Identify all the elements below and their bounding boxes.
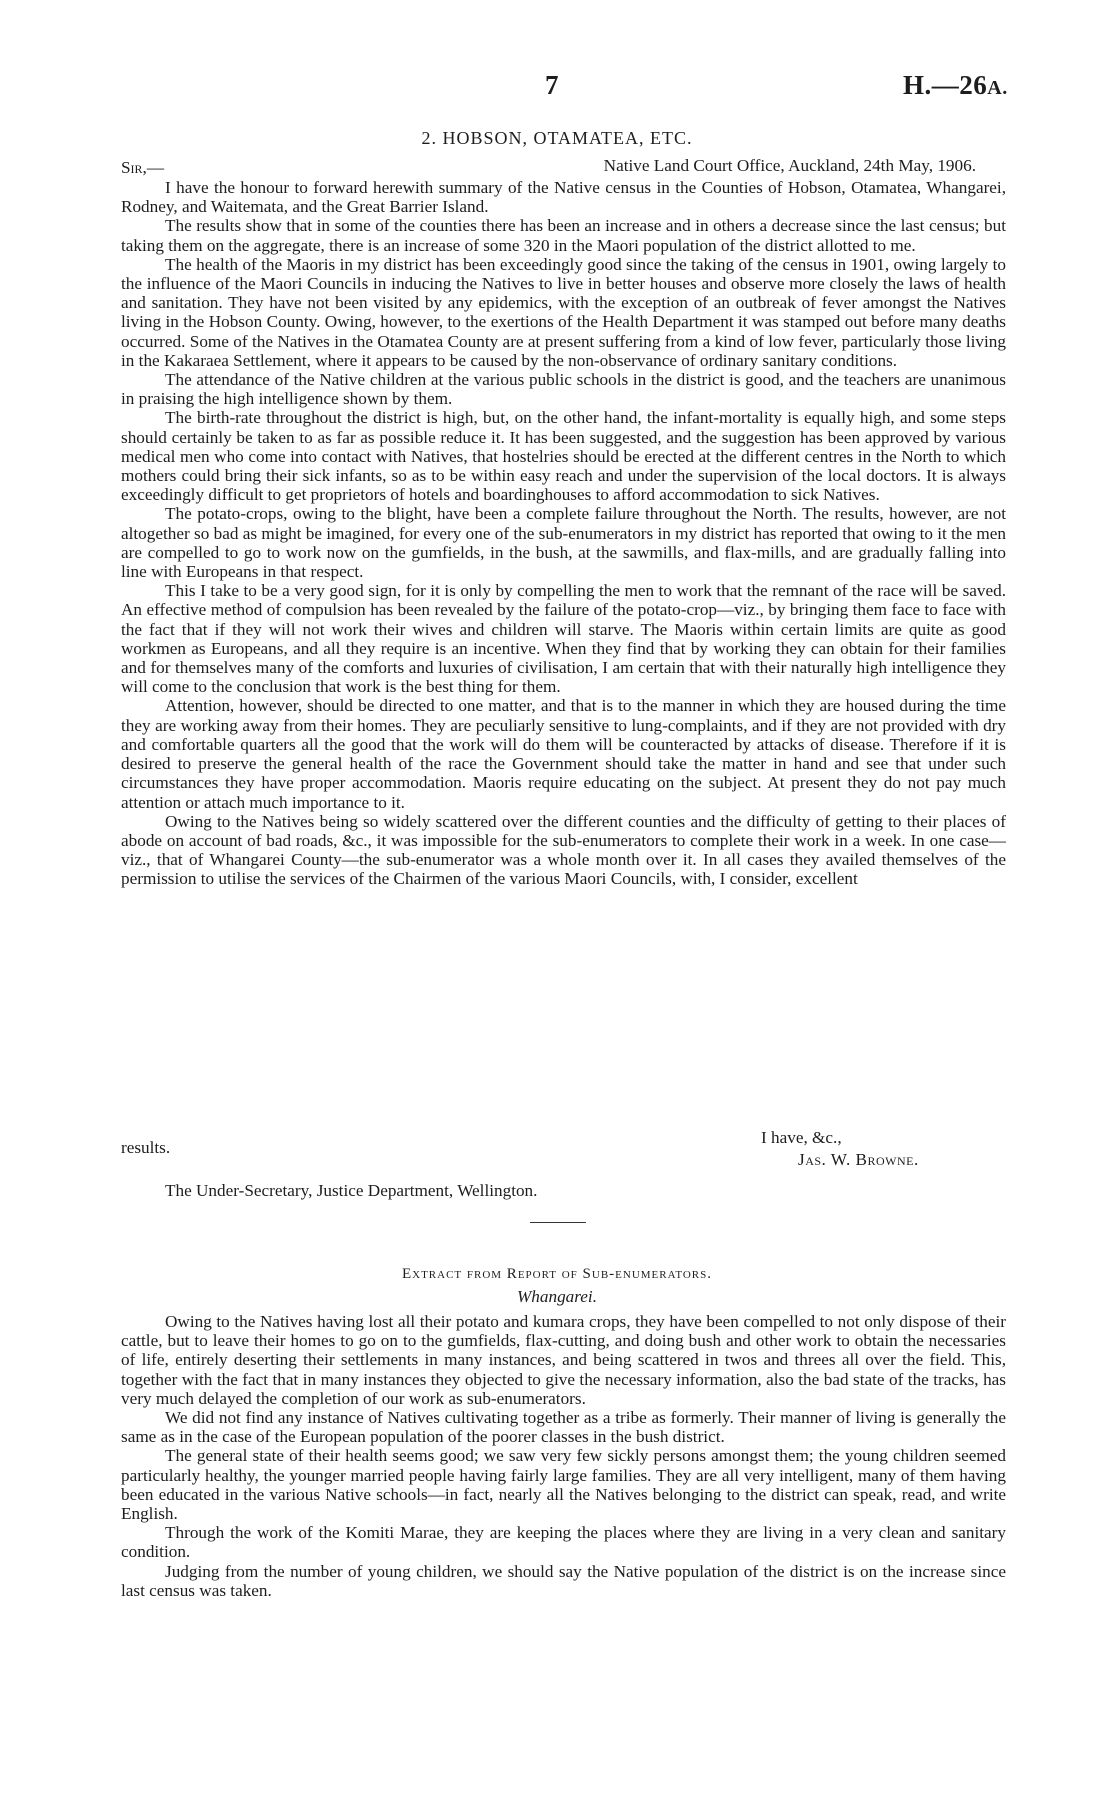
letter-paragraph: The health of the Maoris in my district has been exceedingly good since the taking of the census in 1901, owing largely to the influence of the Maori Councils in inducing the Natives to live in better houses and observe more closely the laws of health and sanitation. They have not been visited by any epidemics, with the exception of an outbreak of fever amongst the Natives living in the Hobson County. Owing, however, to the exertions of the Health Department it was stamped out before many deaths occurred. Some of the Natives in the Otamatea County are at present suffering from a kind of low fever, particularly those living in the Kakaraea Settlement, where it appears to be caused by the non-observance of ordinary sanitary conditions. (121, 254, 1006, 370)
letter-heading (121, 156, 1006, 176)
letter-paragraph: The birth-rate throughout the district is high, but, on the other hand, the infant-mortality is equally high, and some steps should certainly be taken to as far as possible reduce it. It has been suggested, and the suggestion has been approved by various medical men who come into contact with Natives, that hostelries should be erected at the different centres in the North to which mothers could bring their sick infants, so as to be within easy reach and under the supervision of the local doctors. It is always exceedingly difficult to get proprietors of hotels and boardinghouses to afford accommodation to sick Natives. (121, 408, 1006, 505)
closing-word: results. (121, 1138, 171, 1157)
letter-signoff (121, 1128, 1006, 1168)
letter-body (121, 178, 1006, 889)
letter-paragraph: The results show that in some of the counties there has been an increase and in others a decrease since the last census; but taking them on the aggregate, there is an increase of some 320 in the Maori population of the district allotted to me. (121, 216, 1006, 255)
extract-subtitle: Whangarei. (516, 1287, 598, 1306)
extract-body (121, 1312, 1006, 1600)
closing-phrase: I have, &c., (761, 1128, 842, 1147)
letter-paragraph: The attendance of the Native children at the various public schools in the district is good, and the teachers are unanimous in praising the high intelligence shown by them. (121, 370, 1006, 409)
reference-suffix: A. (987, 77, 1008, 99)
extract-paragraph: Judging from the number of young children, we should say the Native population of the district is on the increase since last census was taken. (121, 1561, 1006, 1600)
reference-main: H.—26 (903, 70, 988, 100)
letter-paragraph: This I take to be a very good sign, for it is only by compelling the men to work that the remnant of the race will be saved. An effective method of compulsion has been revealed by the failure of the potato-crop—viz., by bringing them face to face with the fact that if they will not work their wives and children will starve. The Maoris within certain limits are quite as good workmen as Europeans, and all they require is an incentive. When they find that by working they can obtain for their families and for themselves many of the comforts and luxuries of civilisation, I am certain that with their naturally high intelligence they will come to the conclusion that work is the best thing for them. (121, 581, 1006, 697)
parliamentary-paper-reference (903, 70, 1008, 101)
page-header (0, 70, 1114, 106)
extract-paragraph: Through the work of the Komiti Marae, they are keeping the places where they are living in a very clean and sanitary condition. (121, 1523, 1006, 1562)
page-number: 7 (545, 70, 559, 100)
section-divider (530, 1222, 586, 1223)
letter-paragraph: The potato-crops, owing to the blight, have been a complete failure throughout the North. The results, however, are not altogether so bad as might be imagined, for every one of the sub-enumerators in my district has reported that owing to it the men are compelled to go to work now on the gumfields, in the bush, at the sawmills, and flax-mills, and are gradually falling into line with Europeans in that respect. (121, 504, 1006, 582)
dateline: Native Land Court Office, Auckland, 24th May, 1906. (603, 156, 976, 175)
letter-paragraph: Owing to the Natives being so widely scattered over the different counties and the difficulty of getting to their places of abode on account of bad roads, &c., it was impossible for the sub-enumerators to complete their work in a week. In one case—viz., that of Whangarei County—the sub-enumerator was a whole month over it. In all cases they availed themselves of the permission to utilise the services of the Chairmen of the various Maori Councils, with, I consider, excellent (121, 811, 1006, 889)
extract-paragraph: We did not find any instance of Natives cultivating together as a tribe as formerly. Their manner of living is generally the same as in the case of the European population of the poorer classes in the bush district. (121, 1408, 1006, 1447)
salutation: Sir,— (121, 158, 165, 177)
extract-paragraph: The general state of their health seems good; we saw very few sickly persons amongst them; the young children seemed particularly healthy, the younger married people having fairly large families. They are all very intelligent, many of them having been educated in the various Native schools—in fact, nearly all the Natives belonging to the district can speak, read, and write English. (121, 1446, 1006, 1524)
addressee: The Under-Secretary, Justice Department, Wellington. (165, 1181, 538, 1200)
signature: Jas. W. Browne. (798, 1150, 919, 1169)
letter-paragraph: I have the honour to forward herewith summary of the Native census in the Counties of Hobson, Otamatea, Whangarei, Rodney, and Waitemata, and the Great Barrier Island. (121, 178, 1006, 217)
section-title: 2. HOBSON, OTAMATEA, ETC. (421, 128, 693, 148)
letter-paragraph: Attention, however, should be directed to one matter, and that is to the manner in which they are housed during the time they are working away from their homes. They are peculiarly sensitive to lung-complaints, and if they are not provided with dry and comfortable quarters all the good that the work will do them will be counteracted by attacks of disease. Therefore if it is desired to preserve the general health of the race the Government should take the matter in hand and see that under such circumstances they have proper accommodation. Maoris require educating on the subject. At present they do not pay much attention or attach much importance to it. (121, 696, 1006, 812)
extract-paragraph: Owing to the Natives having lost all their potato and kumara crops, they have been compelled to not only dispose of their cattle, but to leave their homes to go on to the gumfields, flax-cutting, and doing bush and other work to obtain the necessaries of life, entirely deserting their settlements in many instances, and being scattered in twos and threes all over the field. This, together with the fact that in many instances they objected to give the necessary information, also the bad state of the tracks, has very much delayed the completion of our work as sub-enumerators. (121, 1312, 1006, 1408)
extract-title: Extract from Report of Sub-enumerators. (401, 1266, 713, 1282)
